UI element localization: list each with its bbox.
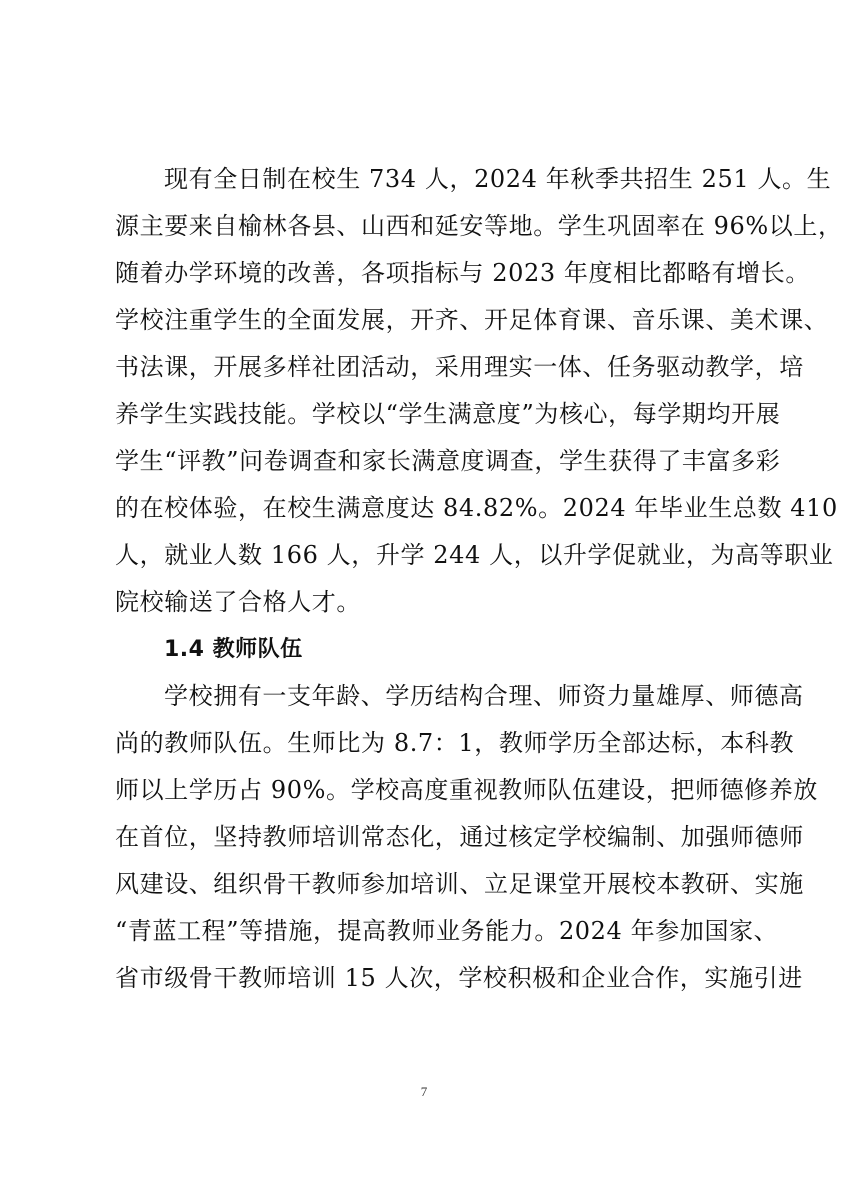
text-line: 的在校体验，在校生满意度达 84.82%。2024 年毕业生总数 410 xyxy=(115,494,838,522)
text-line: 学生“评教”问卷调查和家长满意度调查，学生获得了丰富多彩 xyxy=(115,447,781,475)
paragraph-teachers xyxy=(115,673,818,1002)
text-line: 师以上学历占 90%。学校高度重视教师队伍建设，把师德修养放 xyxy=(115,776,818,804)
text-line: 风建设、组织骨干教师参加培训、立足课堂开展校本教研、实施 xyxy=(115,870,804,898)
text-line: 书法课，开展多样社团活动，采用理实一体、任务驱动教学，培 xyxy=(115,353,804,381)
text-line: 人，就业人数 166 人，升学 244 人，以升学促就业，为高等职业 xyxy=(115,541,834,569)
text-line: 养学生实践技能。学校以“学生满意度”为核心，每学期均开展 xyxy=(115,400,781,428)
text-line: “青蓝工程”等措施，提高教师业务能力。2024 年参加国家、 xyxy=(115,917,779,945)
text-line: 省市级骨干教师培训 15 人次，学校积极和企业合作，实施引进 xyxy=(115,964,803,992)
text-line: 学校注重学生的全面发展，开齐、开足体育课、音乐课、美术课、 xyxy=(115,306,829,334)
page-body xyxy=(115,156,843,1002)
text-line: 随着办学环境的改善，各项指标与 2023 年度相比都略有增长。 xyxy=(115,259,810,287)
text-line: 尚的教师队伍。生师比为 8.7：1，教师学历全部达标，本科教 xyxy=(115,729,795,757)
text-line: 学校拥有一支年龄、学历结构合理、师资力量雄厚、师德高 xyxy=(164,682,804,710)
paragraph-enrollment xyxy=(115,156,843,626)
text-line: 在首位，坚持教师培训常态化，通过核定学校编制、加强师德师 xyxy=(115,823,804,851)
text-line: 院校输送了合格人才。 xyxy=(115,588,361,616)
section-heading: 1.4 教师队伍 xyxy=(164,637,303,662)
text-line: 源主要来自榆林各县、山西和延安等地。学生巩固率在 96%以上， xyxy=(115,212,843,240)
page-number: 7 xyxy=(420,1084,428,1099)
text-line: 现有全日制在校生 734 人，2024 年秋季共招生 251 人。生 xyxy=(164,165,832,193)
